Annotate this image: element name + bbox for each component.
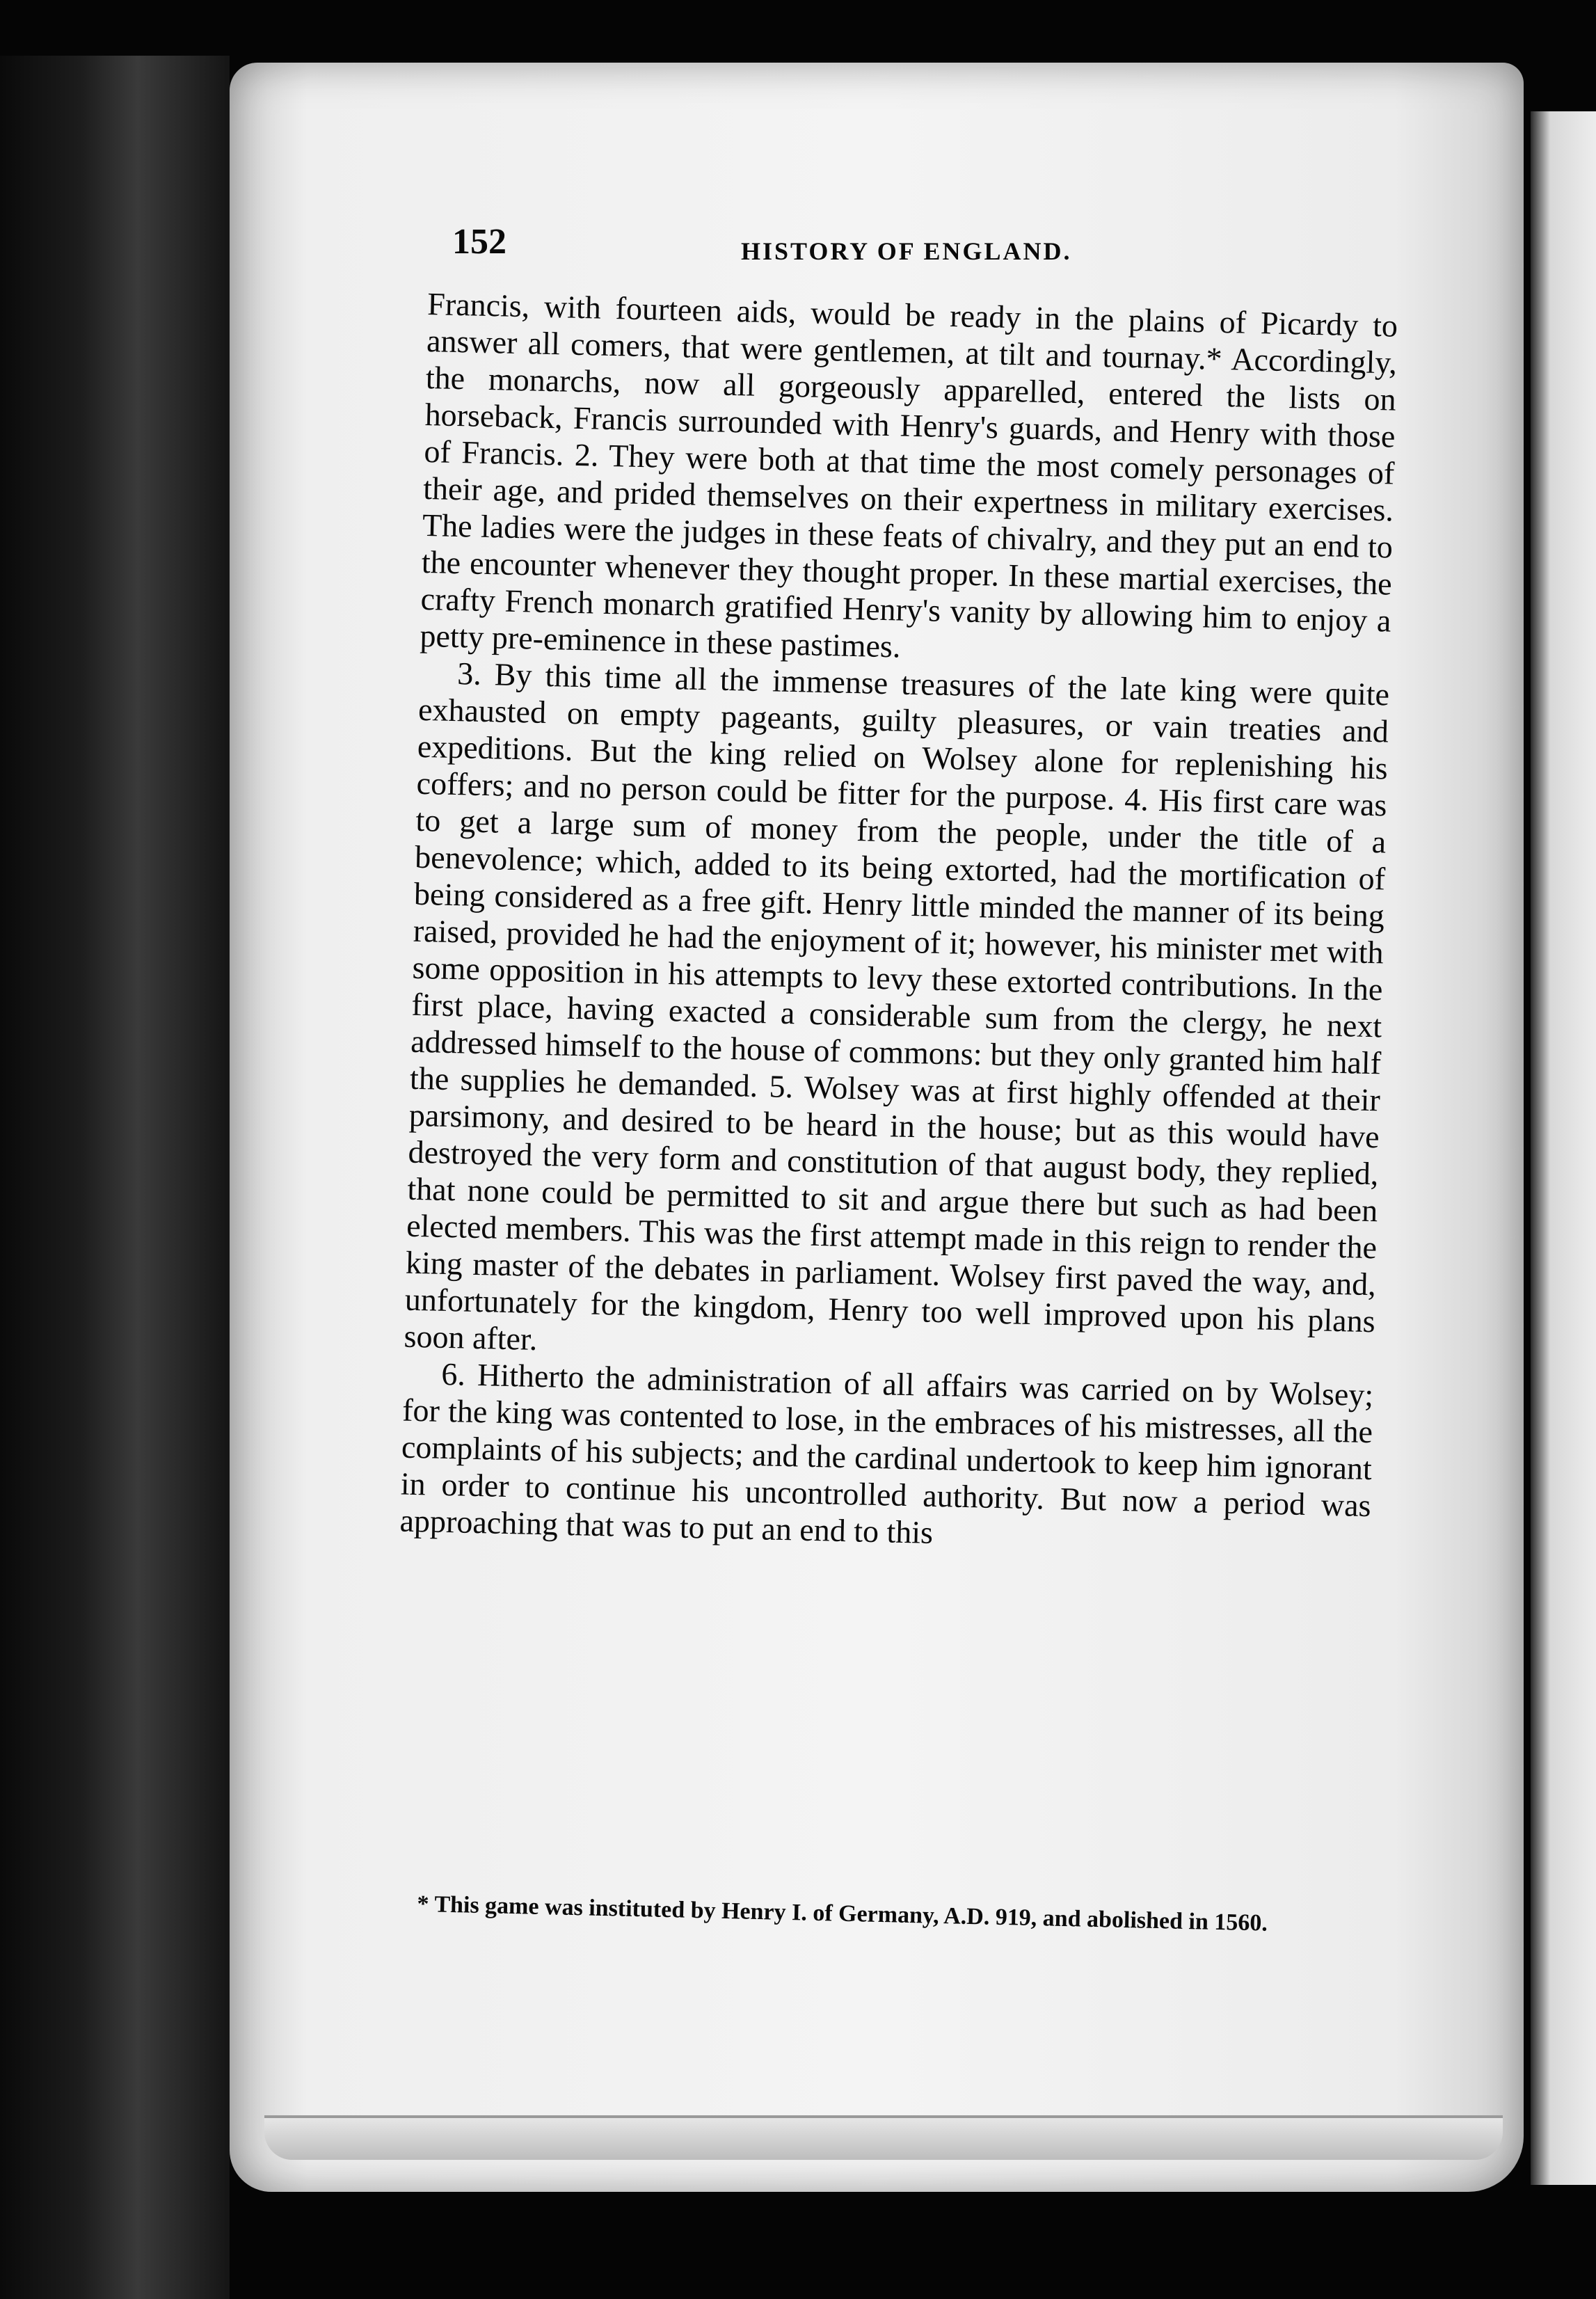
page-header <box>452 221 1426 277</box>
paragraph-2: 3. By this time all the immense treasures of the late king were quite exhausted on empty pageants, guilty pleasures, or vain treaties and expeditions. But the king relied on Wolsey alone for replenishing his coffers; and no person could be fitter for the purpose. 4. His first care was to get a large sum of money from the people, under the title of a benevolence; which, added to its being extorted, had the mortification of being considered as a free gift. Henry little minded the manner of its being raised, provided he had the enjoyment of it; however, his minister met with some opposition in his attempts to levy these extorted contributions. In the first place, having exacted a considerable sum from the clergy, he next addressed himself to the house of commons: but they only granted him half the supplies he demanded. 5. Wolsey was at first highly offended at their parsimony, and desired to be heard in the house; but as this would have destroyed the very form and constitution of that august body, they replied, that none could be permitted to sit and argue there but such as had been elected members. This was the first attempt made in this reign to render the king master of the debates in parliament. Wolsey first paved the way, and, unfortunately for the kingdom, Henry too well improved upon his plans soon after. <box>404 655 1390 1357</box>
page-number: 152 <box>452 222 506 262</box>
page-body <box>399 285 1398 1561</box>
facing-page-edge <box>1531 111 1596 2185</box>
book-spine <box>0 56 230 2299</box>
running-head: HISTORY OF ENGLAND. <box>741 237 1072 265</box>
page-bottom-edge <box>264 2115 1503 2160</box>
footnote: * This game was instituted by Henry I. of Germany, A.D. 919, and abolished in 1560. <box>417 1891 1268 1936</box>
paragraph-3: 6. Hitherto the administration of all affairs was carried on by Wolsey; for the king was contented to lose, in the embraces of his mistresses, all the complaints of his subjects; and the cardinal undertook to keep him ignorant in order to continue his uncontrolled authority. But now a period was approaching that was to put an end to this <box>399 1355 1374 1550</box>
paragraph-1: Francis, with fourteen aids, would be ready in the plains of Picardy to answer all comers, that were gentlemen, at tilt and tournay.* Accordingly, the monarchs, now all gorgeously apparelled, entered the lists on horseback, Francis surrounded with Henry's guards, and Henry with those of Francis. 2. They were both at that time the most comely personages of their age, and prided themselves on their expertness in military exercises. The ladies were the judges in these feats of chivalry, and they put an end to the encounter whenever they thought proper. In these martial exercises, the crafty French monarch gratified Henry's vanity by allowing him to enjoy a petty pre-eminence in these pastimes. <box>419 285 1398 665</box>
